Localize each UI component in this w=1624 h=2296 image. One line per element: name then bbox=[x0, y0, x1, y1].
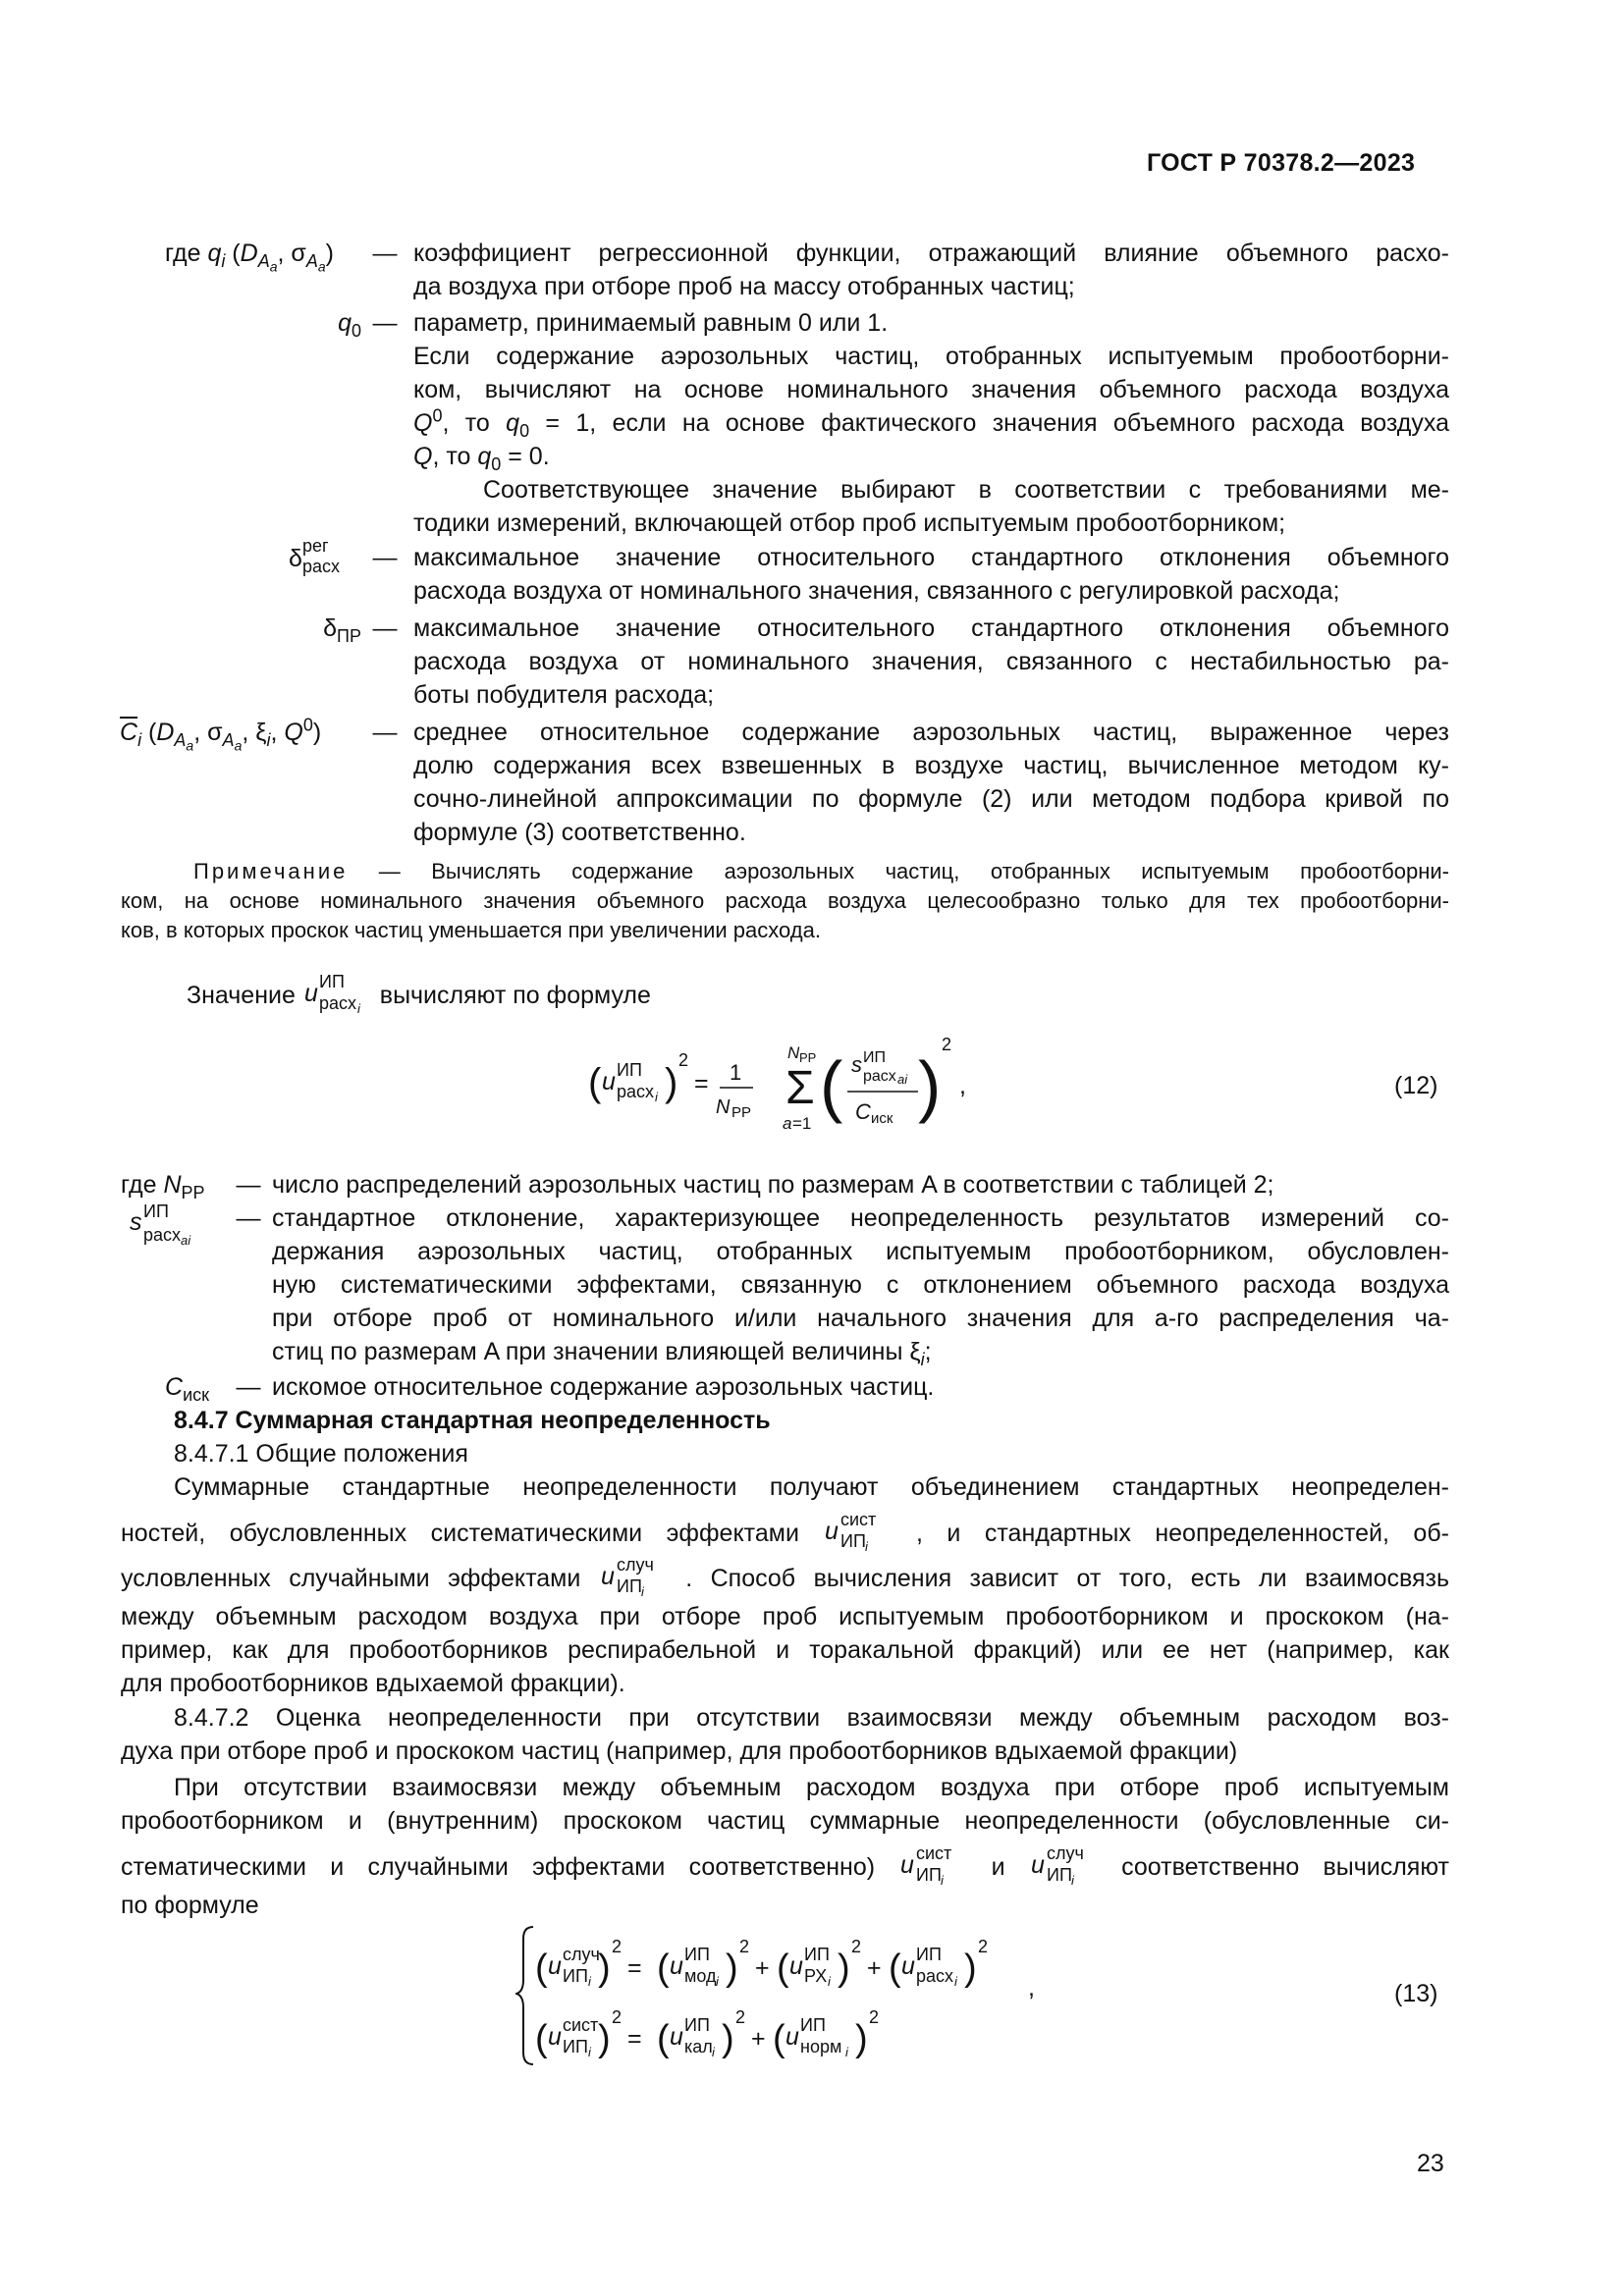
term-gde-label: где $q_i$ ($D_{A_a}$, $\sigma_{A_a}$) bbox=[165, 240, 334, 275]
svg-text:2: 2 bbox=[978, 1937, 989, 1956]
svg-text:u: u bbox=[548, 1952, 562, 1980]
svg-text:ИП: ИП bbox=[1046, 1865, 1072, 1885]
svg-text:(: ( bbox=[777, 1948, 789, 1989]
svg-text:рег: рег bbox=[302, 536, 329, 556]
svg-text:2: 2 bbox=[851, 1937, 862, 1956]
term-dash: — bbox=[372, 309, 398, 337]
svg-text:2: 2 bbox=[678, 1050, 689, 1070]
note-line: ком, на основе номинального значения объемного расхода воздуха целесообразно только для тех пробоотборни- bbox=[121, 888, 1449, 913]
svg-text:): ) bbox=[918, 1047, 942, 1124]
paragraph-line: пример, как для пробоотборников респирабельной и торакальной фракций) или ее нет (например, как bbox=[121, 1636, 1449, 1664]
svg-text:2: 2 bbox=[869, 2007, 880, 2027]
svg-text:случ: случ bbox=[1046, 1843, 1084, 1863]
svg-text:расх: расх bbox=[916, 1966, 954, 1986]
svg-text:норм: норм bbox=[800, 2037, 842, 2056]
term-q0-desc-line: Q, то $q_0 = 0$. bbox=[413, 443, 550, 474]
u-sist-symbol bbox=[898, 1843, 967, 1889]
svg-text:мод: мод bbox=[684, 1966, 717, 1986]
svg-text:u: u bbox=[548, 2023, 562, 2051]
svg-text:ИП: ИП bbox=[616, 1576, 642, 1596]
term-s-desc-line: ную систематическими эффектами, связанную с отклонением объемного расхода воздуха bbox=[272, 1271, 1449, 1299]
paragraph-line: условленных случайными эффектами u случ ИП i . Способ вычисления зависит от того, есть ли взаимосвязь bbox=[121, 1555, 1449, 1599]
svg-text:s: s bbox=[130, 1208, 142, 1236]
subsection-heading-line: духа при отборе проб и проскоком частиц (например, для пробоотборников вдыхаемой фракции) bbox=[121, 1737, 1238, 1765]
term-q0-desc-line: Соответствующее значение выбирают в соответствии с требованиями ме- bbox=[483, 476, 1449, 504]
svg-text:(: ( bbox=[535, 1948, 548, 1989]
svg-text:s: s bbox=[851, 1052, 862, 1077]
svg-text:): ) bbox=[665, 1061, 678, 1104]
term-q0-desc-line: тодики измерений, включающей отбор проб испытуемым пробоотборником; bbox=[413, 509, 1286, 537]
term-npp-desc: число распределений аэрозольных частиц по размерам A в соответствии с таблицей 2; bbox=[272, 1171, 1274, 1199]
svg-text:i: i bbox=[716, 1974, 719, 1989]
equation-13-number: (13) bbox=[1394, 1980, 1438, 2007]
paragraph-line: Суммарные стандартные неопределенности получают объединением стандартных неопределен- bbox=[174, 1473, 1449, 1501]
svg-text:i: i bbox=[640, 1584, 644, 1599]
term-q0-desc-line: ком, вычисляют на основе номинального значения объемного расхода воздуха bbox=[413, 376, 1449, 403]
svg-text:i: i bbox=[588, 1974, 591, 1989]
svg-text:ai: ai bbox=[181, 1233, 191, 1248]
svg-text:a: a bbox=[783, 1114, 792, 1133]
svg-text:=: = bbox=[627, 1954, 642, 1982]
svg-text:кал: кал bbox=[684, 2037, 713, 2056]
term-s-desc-line: стиц по размерам A при значении влияющей величины $\xi_i$; bbox=[272, 1338, 932, 1369]
svg-text:=1: =1 bbox=[792, 1114, 812, 1133]
svg-text:+: + bbox=[867, 1954, 882, 1982]
u-sluch-symbol bbox=[1029, 1843, 1098, 1889]
svg-text:,: , bbox=[1028, 1974, 1035, 2002]
svg-text:PP: PP bbox=[799, 1050, 817, 1065]
term-delta-pr-desc-line: максимальное значение относительного стандартного отклонения объемного bbox=[413, 614, 1449, 642]
svg-text:2: 2 bbox=[739, 1937, 750, 1956]
svg-text:i: i bbox=[712, 2045, 715, 2059]
svg-text:расх: расх bbox=[302, 557, 341, 576]
term-delta-rasx-desc-line: расхода воздуха от номинального значения, связанного с регулировкой расхода; bbox=[413, 577, 1340, 605]
term-s-desc-line: стандартное отклонение, характеризующее неопределенность результатов измерений со- bbox=[272, 1204, 1449, 1232]
svg-text:i: i bbox=[941, 1873, 945, 1888]
svg-text:u: u bbox=[825, 1518, 839, 1545]
svg-text:ИП: ИП bbox=[684, 2015, 710, 2035]
svg-text:ИП: ИП bbox=[318, 972, 345, 991]
eq12-intro: Значение u ИП расх i вычисляют по формуле bbox=[187, 972, 651, 1016]
u-sluch-symbol bbox=[599, 1555, 668, 1600]
svg-text:,: , bbox=[959, 1072, 966, 1099]
svg-text:(: ( bbox=[773, 2018, 785, 2059]
svg-text:i: i bbox=[845, 2045, 848, 2059]
term-dash: — bbox=[372, 240, 398, 267]
term-q-desc-line: коэффициент регрессионной функции, отражающий влияние объемного расхо- bbox=[413, 240, 1449, 267]
svg-text:N: N bbox=[716, 1096, 731, 1118]
svg-text:сист: сист bbox=[840, 1510, 877, 1529]
term-s-label bbox=[116, 1198, 224, 1256]
svg-text:ИП: ИП bbox=[804, 1945, 830, 1964]
svg-text:расх: расх bbox=[617, 1082, 655, 1101]
svg-text:(: ( bbox=[657, 1948, 670, 1989]
equation-12 bbox=[584, 1021, 977, 1148]
svg-text:): ) bbox=[722, 2018, 734, 2059]
term-s-desc-line: при отборе проб от номинального и/или начального значения для a-го распределения ча- bbox=[272, 1305, 1449, 1332]
svg-text:u: u bbox=[1030, 1851, 1045, 1879]
svg-text:2: 2 bbox=[612, 2007, 623, 2027]
term-dash: — bbox=[372, 614, 398, 642]
paragraph-line: пробоотборником и (внутренним) проскоком частиц суммарные неопределенности (обусловленные си- bbox=[121, 1807, 1449, 1835]
svg-text:(: ( bbox=[657, 2018, 670, 2059]
svg-text:): ) bbox=[598, 2018, 611, 2059]
svg-text:=: = bbox=[627, 2025, 642, 2053]
svg-text:ИП: ИП bbox=[916, 1945, 942, 1964]
term-c-mean-label: $\overline{C}_i$ ($D_{A_a}$, $\sigma_{A_a}$, $\xi_i$, $Q^0$) bbox=[120, 715, 322, 754]
u-rasx-symbol bbox=[302, 972, 373, 1017]
term-delta-pr-label: $\delta_{ПР}$ bbox=[323, 614, 361, 646]
svg-text:ai: ai bbox=[897, 1072, 908, 1087]
svg-text:ИП: ИП bbox=[840, 1531, 867, 1551]
paragraph-line: между объемным расходом воздуха при отборе проб испытуемым пробоотборником и проскоком (на- bbox=[121, 1603, 1449, 1630]
term-s-desc-line: держания аэрозольных частиц, отобранных испытуемым пробоотборником, обусловлен- bbox=[272, 1238, 1449, 1265]
svg-text:ИП: ИП bbox=[143, 1201, 169, 1221]
svg-text:(: ( bbox=[820, 1047, 843, 1124]
note-line: ков, в которых проскок частиц уменьшается при увеличении расхода. bbox=[121, 918, 821, 942]
term-c-isk-desc: искомое относительное содержание аэрозольных частиц. bbox=[272, 1373, 935, 1401]
svg-text:): ) bbox=[838, 1948, 850, 1989]
svg-text:РХ: РХ bbox=[804, 1966, 828, 1986]
term-dash: — bbox=[236, 1171, 261, 1199]
paragraph-line: по формуле bbox=[121, 1892, 259, 1919]
svg-text:u: u bbox=[600, 1563, 615, 1590]
term-c-mean-desc-line: сочно-линейной аппроксимации по формуле (2) или методом подбора кривой по bbox=[413, 785, 1449, 813]
svg-text:u: u bbox=[900, 1851, 915, 1879]
document-code: ГОСТ Р 70378.2—2023 bbox=[1147, 149, 1416, 177]
svg-text:2: 2 bbox=[735, 2007, 746, 2027]
svg-text:2: 2 bbox=[612, 1937, 623, 1956]
svg-text:i: i bbox=[865, 1539, 869, 1554]
subsection-heading: 8.4.7.1 Общие положения bbox=[174, 1440, 468, 1468]
svg-text:C: C bbox=[855, 1099, 871, 1124]
svg-text:): ) bbox=[855, 2018, 868, 2059]
svg-text:u: u bbox=[670, 1952, 683, 1980]
svg-text:расх: расх bbox=[318, 993, 356, 1013]
svg-text:+: + bbox=[751, 2025, 766, 2053]
svg-text:u: u bbox=[785, 2023, 799, 2051]
svg-text:расх: расх bbox=[143, 1225, 182, 1245]
svg-text:): ) bbox=[598, 1948, 611, 1989]
svg-text:u: u bbox=[303, 980, 318, 1007]
svg-text:случ: случ bbox=[616, 1555, 654, 1575]
svg-text:сист: сист bbox=[563, 2015, 599, 2035]
svg-text:PP: PP bbox=[731, 1104, 752, 1121]
term-c-mean-desc-line: формуле (3) соответственно. bbox=[413, 819, 746, 846]
term-c-isk-label: $C_{иск}$ bbox=[165, 1373, 209, 1405]
term-q0-desc-line: Если содержание аэрозольных частиц, отобранных испытуемым пробоотборни- bbox=[413, 343, 1449, 370]
term-delta-rasx-label bbox=[285, 530, 363, 579]
section-heading: 8.4.7 Суммарная стандартная неопределенность bbox=[174, 1407, 771, 1434]
svg-text:Σ: Σ bbox=[785, 1062, 815, 1114]
svg-text:ИП: ИП bbox=[563, 2037, 588, 2056]
svg-text:): ) bbox=[964, 1948, 977, 1989]
svg-text:ИП: ИП bbox=[617, 1060, 642, 1080]
svg-text:ИП: ИП bbox=[916, 1865, 943, 1885]
term-delta-pr-desc-line: расхода воздуха от номинального значения, связанного с нестабильностью ра- bbox=[413, 648, 1449, 675]
term-q0-desc-line: $Q^0$, то $q_0 = 1$, если на основе фактического значения объемного расхода воздуха bbox=[413, 405, 1449, 441]
svg-text:сист: сист bbox=[916, 1843, 952, 1863]
equation-12-number: (12) bbox=[1394, 1072, 1438, 1099]
term-q-desc-line: да воздуха при отборе проб на массу отобранных частиц; bbox=[413, 273, 1075, 300]
svg-text:(: ( bbox=[889, 1948, 901, 1989]
term-q0-desc-line: параметр, принимаемый равным 0 или 1. bbox=[413, 309, 889, 337]
svg-text:1: 1 bbox=[730, 1060, 742, 1085]
term-delta-pr-desc-line: боты побудителя расхода; bbox=[413, 681, 715, 709]
svg-text:расх: расх bbox=[863, 1068, 896, 1085]
svg-text:N: N bbox=[787, 1043, 800, 1062]
svg-text:u: u bbox=[789, 1952, 803, 1980]
svg-text:i: i bbox=[828, 1974, 831, 1989]
svg-text:ИП: ИП bbox=[800, 2015, 826, 2035]
term-c-mean-desc-line: долю содержания всех взвешенных в воздухе частиц, вычисленное методом ку- bbox=[413, 752, 1449, 779]
term-dash: — bbox=[236, 1373, 261, 1401]
svg-text:ИП: ИП bbox=[863, 1049, 886, 1066]
paragraph-line: При отсутствии взаимосвязи между объемным расходом воздуха при отборе проб испытуемым bbox=[174, 1774, 1449, 1801]
term-dash: — bbox=[372, 719, 398, 746]
svg-text:2: 2 bbox=[942, 1035, 952, 1054]
svg-text:i: i bbox=[356, 1001, 360, 1016]
svg-text:(: ( bbox=[535, 2018, 548, 2059]
svg-text:иск: иск bbox=[871, 1110, 893, 1127]
paragraph-line: ностей, обусловленных систематическими эффектами u сист ИП i , и стандартных неопределенностей, об- bbox=[121, 1510, 1449, 1554]
svg-text:ИП: ИП bbox=[563, 1966, 588, 1986]
paragraph-line: стематическими и случайными эффектами соответственно) u сист ИП i и u случ ИП i соответственно вычисляют bbox=[121, 1843, 1450, 1888]
term-dash: — bbox=[372, 544, 398, 571]
svg-text:δ: δ bbox=[289, 545, 302, 572]
term-dash: — bbox=[236, 1204, 261, 1232]
svg-text:u: u bbox=[602, 1068, 616, 1095]
svg-text:i: i bbox=[954, 1974, 957, 1989]
paragraph-line: для пробоотборников вдыхаемой фракции). bbox=[121, 1670, 625, 1697]
svg-text:(: ( bbox=[588, 1061, 602, 1104]
svg-text:u: u bbox=[670, 2023, 683, 2051]
term-c-mean-desc-line: среднее относительное содержание аэрозольных частиц, выраженное через bbox=[413, 719, 1449, 746]
svg-text:i: i bbox=[655, 1090, 658, 1104]
term-q0-label: $q_0$ bbox=[338, 309, 361, 341]
svg-text:u: u bbox=[901, 1952, 915, 1980]
term-delta-rasx-desc-line: максимальное значение относительного стандартного отклонения объемного bbox=[413, 544, 1449, 571]
subsection-heading-line: 8.4.7.2 Оценка неопределенности при отсутствии взаимосвязи между объемным расходом воз- bbox=[174, 1704, 1449, 1732]
svg-text:+: + bbox=[755, 1954, 770, 1982]
page-number: 23 bbox=[1417, 2150, 1444, 2177]
term-npp-label: где $N_{PP}$ bbox=[121, 1171, 205, 1202]
svg-text:случ: случ bbox=[563, 1945, 600, 1964]
svg-text:=: = bbox=[694, 1070, 709, 1097]
u-sist-symbol bbox=[823, 1510, 892, 1555]
equation-13 bbox=[515, 1919, 1065, 2071]
svg-text:ИП: ИП bbox=[684, 1945, 710, 1964]
svg-text:i: i bbox=[588, 2045, 591, 2059]
svg-text:): ) bbox=[726, 1948, 738, 1989]
note-line: Примечание — Вычислять содержание аэрозольных частиц, отобранных испытуемым пробоотборни- bbox=[193, 859, 1449, 883]
svg-text:i: i bbox=[1070, 1873, 1074, 1888]
